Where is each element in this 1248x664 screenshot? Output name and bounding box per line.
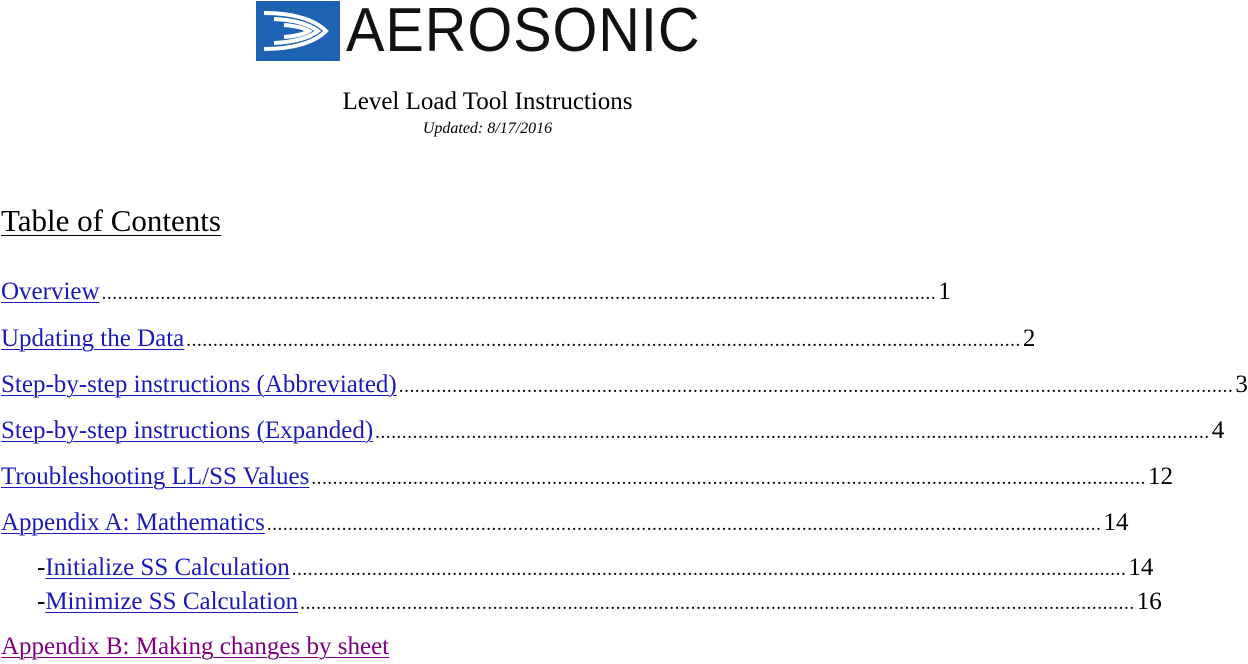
- toc-link-troubleshooting[interactable]: Troubleshooting LL/SS Values: [1, 463, 310, 490]
- toc-link-appendix-b[interactable]: Appendix B: Making changes by sheet: [1, 633, 390, 660]
- toc-heading: Table of Contents: [1, 203, 221, 238]
- toc-entry-steps-expanded: [1, 414, 1225, 448]
- toc-subentry-initialize-ss: [1, 551, 1154, 585]
- toc-page-number: 16: [1136, 588, 1162, 615]
- dot-leader: ............................................................................................................................................................: [311, 468, 1146, 489]
- toc-entry-steps-abbreviated: [1, 368, 1248, 402]
- aerosonic-logo: [256, 0, 727, 65]
- toc-link-steps-abbreviated[interactable]: Step-by-step instructions (Abbreviated): [1, 371, 397, 398]
- toc-entry-appendix-a: [1, 506, 1129, 540]
- dot-leader: ............................................................................................................................................................: [101, 283, 937, 304]
- dot-leader: ............................................................................................................................................................: [266, 514, 1102, 535]
- dot-leader: ............................................................................................................................................................: [186, 330, 1021, 351]
- toc-subentry-minimize-ss: [1, 585, 1162, 619]
- dot-leader: ............................................................................................................................................................: [291, 559, 1127, 580]
- toc-entry-appendix-b: [1, 630, 389, 664]
- toc-page-number: 14: [1128, 554, 1154, 581]
- toc-link-steps-expanded[interactable]: Step-by-step instructions (Expanded): [1, 417, 374, 444]
- toc-entry-overview: [1, 275, 951, 309]
- logo-wordmark: AEROSONIC: [346, 0, 701, 65]
- toc-page-number: 3: [1235, 371, 1248, 398]
- toc-page-number: 12: [1147, 463, 1173, 490]
- aerosonic-swoosh-icon: [256, 1, 340, 61]
- list-bullet: -: [37, 554, 46, 581]
- dot-leader: ............................................................................................................................................................: [398, 376, 1234, 397]
- toc-link-updating-data[interactable]: Updating the Data: [1, 325, 185, 352]
- dot-leader: ............................................................................................................................................................: [375, 422, 1210, 443]
- toc-link-initialize-ss[interactable]: Initialize SS Calculation: [45, 554, 290, 581]
- dot-leader: ............................................................................................................................................................: [300, 593, 1135, 614]
- toc-page-number: 2: [1022, 325, 1036, 352]
- list-bullet: -: [37, 588, 46, 615]
- updated-date: Updated: 8/17/2016: [422, 120, 553, 137]
- toc-entry-troubleshooting: [1, 460, 1173, 494]
- toc-link-overview[interactable]: Overview: [1, 278, 100, 305]
- toc-entry-updating-data: [1, 322, 1036, 356]
- toc-link-minimize-ss[interactable]: Minimize SS Calculation: [45, 588, 299, 615]
- document-title: Level Load Tool Instructions: [342, 88, 633, 115]
- toc-page-number: 4: [1211, 417, 1225, 444]
- toc-page-number: 14: [1103, 509, 1129, 536]
- toc-link-appendix-a[interactable]: Appendix A: Mathematics: [1, 509, 265, 536]
- toc-page-number: 1: [938, 278, 951, 305]
